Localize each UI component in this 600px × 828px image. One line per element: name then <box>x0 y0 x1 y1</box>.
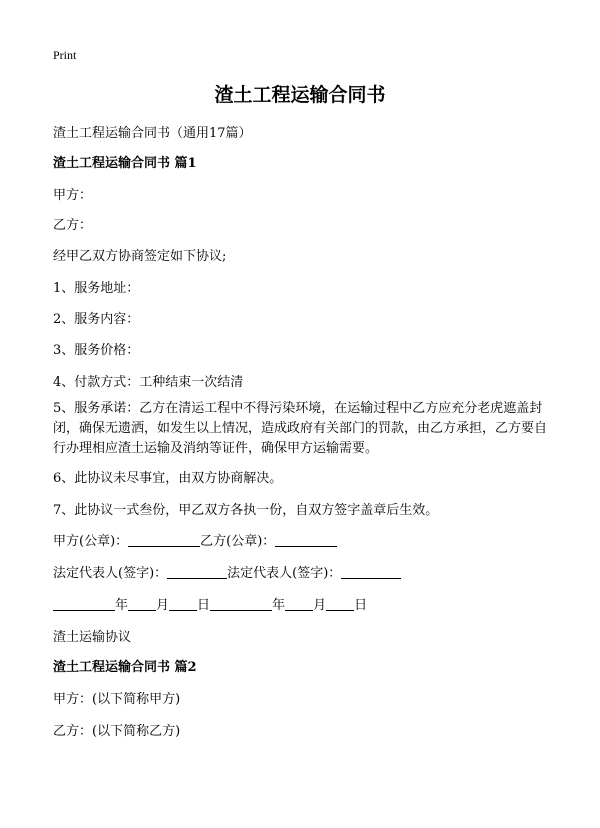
year-label-2: 年 <box>272 598 286 613</box>
seal-b-label: 乙方(公章)： <box>200 534 276 549</box>
seal-line <box>53 530 337 549</box>
rep-a-label: 法定代表人(签字)： <box>53 566 168 581</box>
section2-party-a: 甲方：(以下简称甲方) <box>53 692 181 707</box>
day-label-1: 日 <box>197 598 211 613</box>
item-payment: 4、付款方式：工种结束一次结清 <box>53 375 244 390</box>
day-blank-1 <box>169 597 197 611</box>
month-label-2: 月 <box>313 598 327 613</box>
seal-a-label: 甲方(公章)： <box>53 534 129 549</box>
item-unresolved-matters: 6、此协议未尽事宜，由双方协商解决。 <box>53 471 283 486</box>
party-a-line: 甲方： <box>53 188 93 203</box>
year-blank-1 <box>53 597 115 611</box>
document-subtitle: 渣土工程运输合同书（通用17篇） <box>53 126 252 141</box>
intro-line: 经甲乙双方协商签定如下协议; <box>53 249 227 264</box>
seal-b-blank <box>275 533 337 547</box>
day-blank-2 <box>326 597 354 611</box>
seal-a-blank <box>128 533 200 547</box>
year-blank-2 <box>210 597 272 611</box>
month-label-1: 月 <box>156 598 170 613</box>
item-service-address: 1、服务地址： <box>53 281 140 296</box>
print-label: Print <box>53 48 77 62</box>
item-service-price: 3、服务价格： <box>53 343 140 358</box>
month-blank-2 <box>285 597 313 611</box>
date-line <box>53 594 367 613</box>
rep-b-label: 法定代表人(签字)： <box>227 566 342 581</box>
day-label-2: 日 <box>354 598 368 613</box>
rep-b-blank <box>341 565 401 579</box>
footer-title: 渣土运输协议 <box>53 630 132 645</box>
section2-party-b: 乙方：(以下简称乙方) <box>53 724 181 739</box>
section2-heading: 渣土工程运输合同书 篇2 <box>53 660 197 675</box>
item-copies: 7、此协议一式叁份，甲乙双方各执一份，自双方签字盖章后生效。 <box>53 503 439 518</box>
month-blank-1 <box>128 597 156 611</box>
party-b-line: 乙方： <box>53 218 93 233</box>
item-service-commitment: 5、服务承诺：乙方在清运工程中不得污染环境，在运输过程中乙方应充分老虎遮盖封闭，确保无遗洒，如发生以上情况，造成政府有关部门的罚款，由乙方承担，乙方要自行办理相应渣土运输及消纳等证件，确保甲方运输需要。 <box>53 401 548 456</box>
rep-a-blank <box>167 565 227 579</box>
page-title: 渣土工程运输合同书 <box>214 84 386 106</box>
section1-heading: 渣土工程运输合同书 篇1 <box>53 156 197 171</box>
item-service-content: 2、服务内容： <box>53 312 140 327</box>
year-label-1: 年 <box>115 598 129 613</box>
representative-line <box>53 562 401 581</box>
